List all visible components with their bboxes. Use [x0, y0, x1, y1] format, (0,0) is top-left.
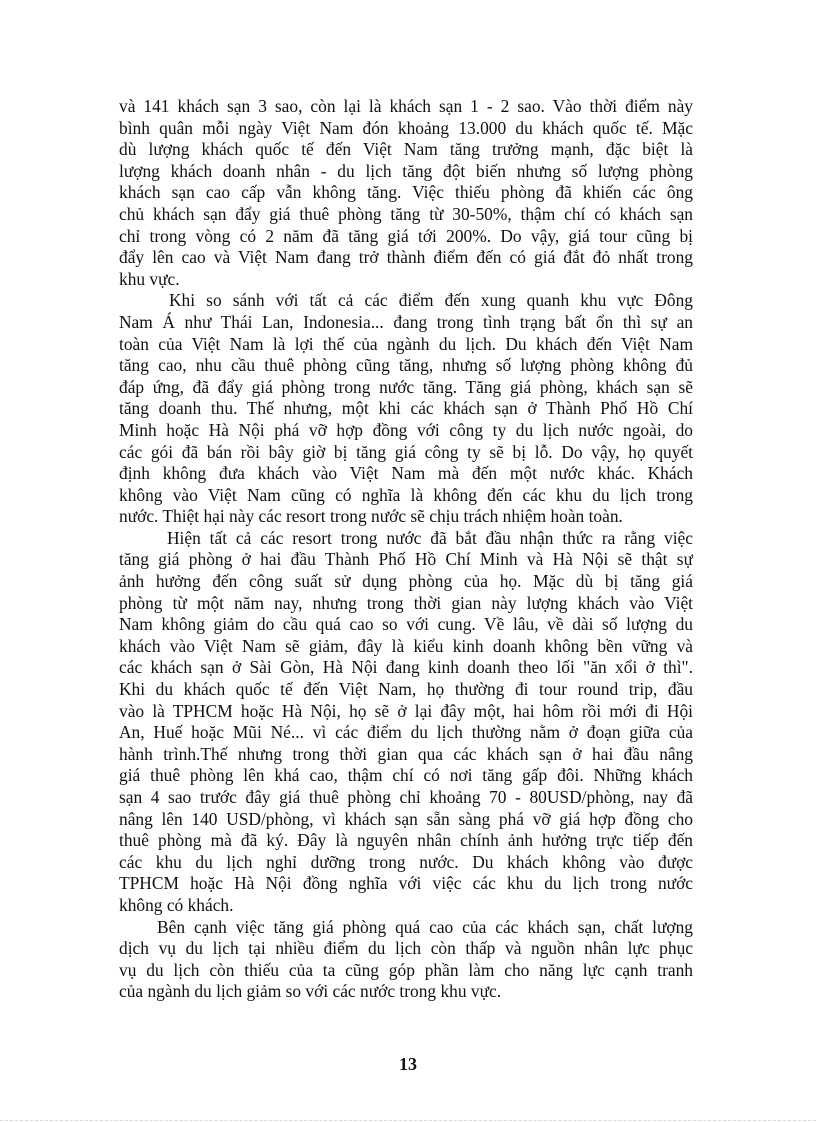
text-line: Nam Á như Thái Lan, Indonesia... đang trong tình trạng bất ổn thì sự an: [119, 311, 693, 332]
paragraph-resort-awareness: [119, 528, 693, 917]
text-line: Khi so sánh với tất cả các điểm đến xung quanh khu vực Đông: [169, 290, 693, 311]
text-line: chỉ trong vòng có 2 năm đã tăng giá tới 200%. Do vậy, giá tour cũng bị: [119, 225, 693, 246]
text-line: ảnh hưởng đến công suất sử dụng phòng của họ. Mặc dù bị tăng giá: [119, 571, 693, 592]
text-line: TPHCM hoặc Hà Nội đồng nghĩa với việc các khu du lịch trong nước: [119, 873, 693, 894]
text-line: giá thuê phòng lên khá cao, thậm chí có nơi tăng gấp đôi. Những khách: [119, 765, 693, 786]
text-line: Khi du khách quốc tế đến Việt Nam, họ thường đi tour round trip, đầu: [119, 679, 693, 700]
text-line: hành trình.Thế nhưng trong thời gian qua các khách sạn ở hai đầu nâng: [119, 743, 693, 764]
text-line: thuê phòng mà đã ký. Đây là nguyên nhân chính ảnh hưởng trực tiếp đến: [119, 830, 693, 851]
text-line: các khu du lịch nghỉ dưỡng trong nước. Du khách không vào được: [119, 851, 693, 872]
paragraph-hotel-statistics: [119, 96, 693, 290]
text-line: chủ khách sạn đẩy giá thuê phòng tăng từ 30-50%, thậm chí có khách sạn: [119, 203, 693, 224]
text-line: dù lượng khách quốc tế đến Việt Nam tăng trưởng mạnh, đặc biệt là: [119, 139, 693, 160]
text-line: và 141 khách sạn 3 sao, còn lại là khách sạn 1 - 2 sao. Vào thời điểm này: [119, 96, 693, 116]
paragraph-regional-comparison: [119, 290, 693, 528]
text-line: vụ du lịch còn thiếu của ta cũng góp phần làm cho năng lực cạnh tranh: [119, 959, 693, 980]
text-line: lượng khách doanh nhân - du lịch tăng đột biến nhưng số lượng phòng: [119, 160, 693, 181]
page-number: 13: [399, 1054, 417, 1074]
text-line: không có khách.: [119, 894, 234, 915]
text-line: các gói đã bán rồi bây giờ bị tăng giá công ty sẽ bị lỗ. Do vậy, họ quyết: [119, 441, 693, 462]
text-line: nâng lên 140 USD/phòng, vì khách sạn sẵn sàng phá vỡ giá hợp đồng cho: [119, 808, 693, 829]
text-line: Bên cạnh việc tăng giá phòng quá cao của các khách sạn, chất lượng: [157, 916, 693, 937]
page-bottom-divider: [0, 1119, 816, 1121]
text-line: các khách sạn ở Sài Gòn, Hà Nội đang kinh doanh theo lối "ăn xổi ở thì".: [119, 657, 693, 678]
text-line: bình quân mỗi ngày Việt Nam đón khoảng 13.000 du khách quốc tế. Mặc: [119, 117, 693, 138]
text-line: Minh hoặc Hà Nội phá vỡ hợp đồng với công ty du lịch nước ngoài, do: [119, 419, 693, 440]
paragraph-service-quality: [119, 917, 693, 1003]
body-text: [119, 96, 693, 1003]
text-line: An, Huế hoặc Mũi Né... vì các điểm du lịch thường nằm ở đoạn giữa của: [119, 722, 693, 743]
text-line: của ngành du lịch giảm so với các nước trong khu vực.: [119, 981, 502, 1002]
text-line: khu vực.: [119, 268, 180, 289]
text-line: tăng cao, nhu cầu thuê phòng cũng tăng, nhưng số lượng phòng không đủ: [119, 355, 693, 376]
text-line: khách vào Việt Nam sẽ giảm, đây là kiểu kinh doanh không bền vững và: [119, 635, 693, 656]
text-line: sạn 4 sao trước đây giá thuê phòng chỉ khoảng 70 - 80USD/phòng, nay đã: [119, 787, 693, 807]
text-line: khách sạn cao cấp vẫn không tăng. Việc thiếu phòng đã khiến các ông: [119, 182, 693, 203]
text-line: dịch vụ du lịch tại nhiều điểm du lịch còn thấp và nguồn nhân lực phục: [119, 938, 693, 959]
text-line: đẩy lên cao và Việt Nam đang trở thành điểm đến có giá đắt đỏ nhất trong: [119, 247, 693, 268]
text-line: phòng từ một năm nay, nhưng trong thời gian này lượng khách vào Việt: [119, 592, 693, 613]
text-line: không vào Việt Nam cũng có nghĩa là không đến các khu du lịch trong: [119, 484, 693, 505]
text-line: định không đưa khách vào Việt Nam mà đến một nước khác. Khách: [119, 463, 693, 484]
text-line: nước. Thiệt hại này các resort trong nước sẽ chịu trách nhiệm hoàn toàn.: [119, 506, 623, 527]
text-line: Hiện tất cả các resort trong nước đã bắt đầu nhận thức ra rằng việc: [167, 527, 693, 548]
text-line: đáp ứng, đã đẩy giá phòng trong nước tăng. Tăng giá phòng, khách sạn sẽ: [119, 376, 693, 397]
text-line: tăng giá phòng ở hai đầu Thành Phố Hồ Chí Minh và Hà Nội sẽ thật sự: [119, 549, 693, 570]
text-line: toàn của Việt Nam là lợi thế của ngành du lịch. Du khách đến Việt Nam: [119, 333, 693, 354]
text-line: vào là TPHCM hoặc Hà Nội, họ sẽ ở lại đây một, hai hôm rồi mới đi Hội: [119, 700, 693, 721]
text-line: tăng doanh thu. Thế nhưng, một khi các khách sạn ở Thành Phố Hồ Chí: [119, 398, 693, 419]
text-line: Nam không giảm do cầu quá cao so với cung. Về lâu, về dài số lượng du: [119, 614, 693, 635]
